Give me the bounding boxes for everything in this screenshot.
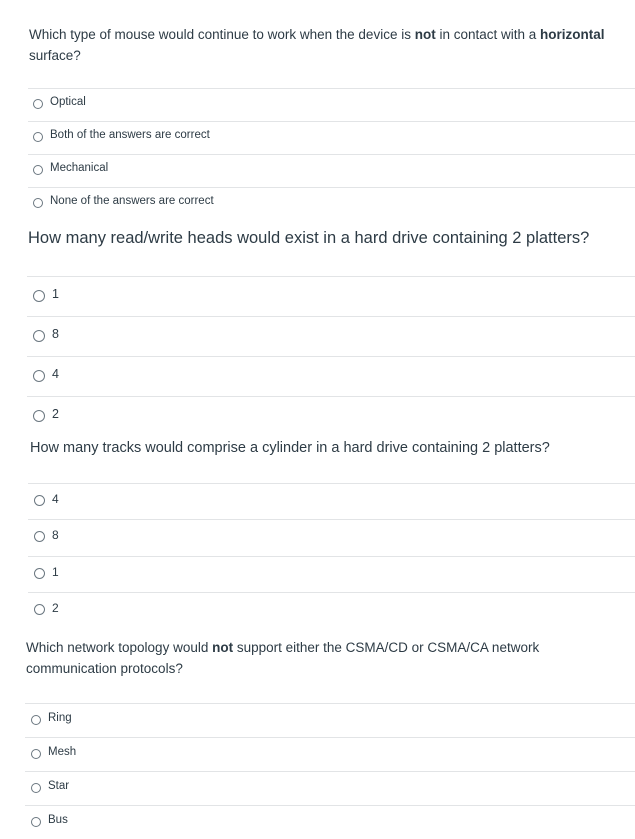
question-1-option-none[interactable] xyxy=(28,187,635,217)
question-4-option-star[interactable] xyxy=(25,771,635,805)
option-label: None of the answers are correct xyxy=(50,195,214,207)
option-label: 2 xyxy=(52,601,59,615)
radio-button[interactable] xyxy=(33,198,43,208)
question-1-option-both[interactable] xyxy=(28,121,635,154)
option-label: Optical xyxy=(50,96,86,108)
option-label: Bus xyxy=(48,814,68,826)
question-4-text xyxy=(26,637,616,679)
radio-button[interactable] xyxy=(33,132,43,142)
radio-button[interactable] xyxy=(33,370,45,382)
question-2-option-2[interactable] xyxy=(27,396,635,430)
option-label: 4 xyxy=(52,492,59,506)
question-2-option-4[interactable] xyxy=(27,356,635,396)
radio-button[interactable] xyxy=(33,410,45,422)
question-3-option-4[interactable] xyxy=(28,483,635,520)
radio-button[interactable] xyxy=(33,99,43,109)
radio-button[interactable] xyxy=(34,604,45,615)
question-2-option-1[interactable] xyxy=(27,276,635,316)
question-2-text: How many read/write heads would exist in a hard drive containing 2 platters? xyxy=(28,229,590,247)
question-3-option-1[interactable] xyxy=(28,556,635,593)
question-2-option-8[interactable] xyxy=(27,316,635,356)
radio-button[interactable] xyxy=(31,783,41,793)
question-1-text-part: Which type of mouse would continue to work when the device is xyxy=(29,27,415,42)
question-1-option-mechanical[interactable] xyxy=(28,154,635,187)
question-4-text-part: Which network topology would xyxy=(26,640,213,655)
question-3-option-2[interactable] xyxy=(28,592,635,626)
option-label: 1 xyxy=(52,287,59,301)
question-1-option-optical[interactable] xyxy=(28,88,635,121)
question-4-text-part: support either the CSMA/CD or CSMA/CA network communication protocols? xyxy=(26,640,540,676)
radio-button[interactable] xyxy=(31,817,41,827)
radio-button[interactable] xyxy=(34,568,45,579)
question-4-emphasis-not: not xyxy=(212,640,234,655)
question-4-option-mesh[interactable] xyxy=(25,737,635,771)
question-3-text: How many tracks would comprise a cylinder in a hard drive containing 2 platters? xyxy=(30,440,550,456)
option-label: Mesh xyxy=(48,746,77,758)
radio-button[interactable] xyxy=(31,749,41,759)
question-1-emphasis-not: not xyxy=(414,27,436,42)
question-1-text xyxy=(29,24,629,66)
option-label: Both of the answers are correct xyxy=(50,129,210,141)
option-label: 4 xyxy=(52,367,59,381)
radio-button[interactable] xyxy=(34,531,45,542)
option-label: Ring xyxy=(48,712,72,724)
radio-button[interactable] xyxy=(33,330,45,342)
option-label: 1 xyxy=(52,565,59,579)
option-label: 8 xyxy=(52,528,59,542)
radio-button[interactable] xyxy=(33,165,43,175)
radio-button[interactable] xyxy=(33,290,45,302)
radio-button[interactable] xyxy=(34,495,45,506)
question-1-text-part: surface? xyxy=(29,48,81,63)
option-label: 2 xyxy=(52,407,59,421)
question-4-option-ring[interactable] xyxy=(25,703,635,737)
option-label: 8 xyxy=(52,327,59,341)
question-1-text-part: in contact with a xyxy=(435,27,541,42)
option-label: Mechanical xyxy=(50,162,109,174)
option-label: Star xyxy=(48,780,70,792)
radio-button[interactable] xyxy=(31,715,41,725)
question-1-emphasis-horizontal: horizontal xyxy=(540,27,605,42)
question-3-option-8[interactable] xyxy=(28,519,635,556)
question-4-option-bus[interactable] xyxy=(25,805,635,839)
